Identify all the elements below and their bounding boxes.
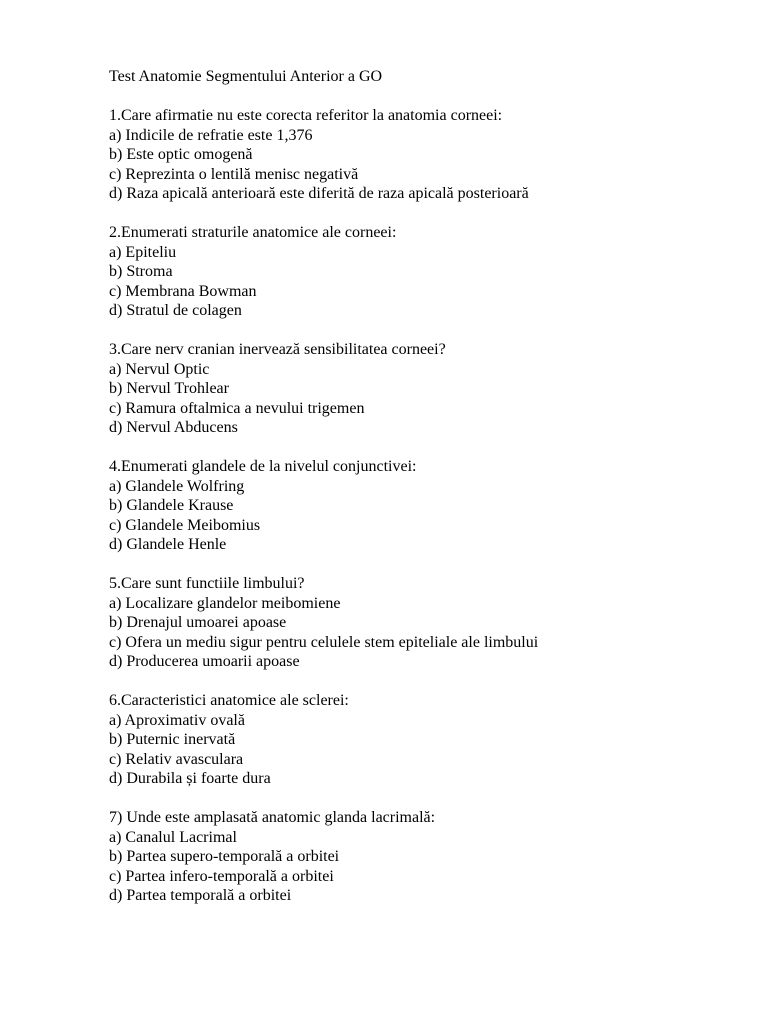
option-c: c) Membrana Bowman bbox=[109, 282, 257, 300]
question-text: 2.Enumerati straturile anatomice ale corneei: bbox=[109, 224, 397, 241]
document-title: Test Anatomie Segmentului Anterior a GO bbox=[109, 68, 383, 85]
question-6 bbox=[109, 691, 749, 789]
option-a: a) Indicile de refratie este 1,376 bbox=[109, 126, 313, 144]
option-c: c) Glandele Meibomius bbox=[109, 516, 261, 534]
question-text: 6.Caracteristici anatomice ale sclerei: bbox=[109, 692, 349, 709]
option-b: b) Partea supero-temporală a orbitei bbox=[109, 848, 340, 865]
question-text: 4.Enumerati glandele de la nivelul conjunctivei: bbox=[109, 458, 417, 475]
question-1 bbox=[109, 106, 749, 204]
option-d: d) Glandele Henle bbox=[109, 536, 227, 553]
question-3 bbox=[109, 340, 749, 438]
option-d: d) Nervul Abducens bbox=[109, 419, 238, 436]
question-5 bbox=[109, 574, 749, 672]
question-text: 5.Care sunt functiile limbului? bbox=[109, 575, 305, 592]
question-text: 1.Care afirmatie nu este corecta referitor la anatomia corneei: bbox=[109, 107, 503, 124]
option-b: b) Glandele Krause bbox=[109, 497, 234, 514]
option-c: c) Reprezinta o lentilă menisc negativă bbox=[109, 165, 359, 183]
option-b: b) Nervul Trohlear bbox=[109, 380, 229, 397]
option-a: a) Canalul Lacrimal bbox=[109, 828, 237, 846]
option-c: c) Relativ avasculara bbox=[109, 750, 244, 768]
question-text: 3.Care nerv cranian inervează sensibilitatea corneei? bbox=[109, 341, 446, 358]
option-d: d) Raza apicală anterioară este diferită de raza apicală posterioară bbox=[109, 185, 529, 202]
option-b: b) Drenajul umoarei apoase bbox=[109, 614, 287, 631]
option-c: c) Ofera un mediu sigur pentru celulele stem epiteliale ale limbului bbox=[109, 633, 539, 651]
question-text: 7) Unde este amplasată anatomic glanda lacrimală: bbox=[109, 809, 436, 826]
option-a: a) Epiteliu bbox=[109, 243, 177, 261]
option-b: b) Este optic omogenă bbox=[109, 146, 253, 163]
option-d: d) Producerea umoarii apoase bbox=[109, 653, 300, 670]
option-b: b) Puternic inervată bbox=[109, 731, 236, 748]
question-7 bbox=[109, 808, 749, 906]
option-a: a) Aproximativ ovală bbox=[109, 711, 245, 729]
option-d: d) Stratul de colagen bbox=[109, 302, 242, 319]
option-a: a) Localizare glandelor meibomiene bbox=[109, 594, 341, 612]
option-c: c) Ramura oftalmica a nevului trigemen bbox=[109, 399, 365, 417]
question-2 bbox=[109, 223, 749, 321]
option-a: a) Nervul Optic bbox=[109, 360, 210, 378]
question-4 bbox=[109, 457, 749, 555]
option-d: d) Durabila și foarte dura bbox=[109, 770, 271, 787]
option-b: b) Stroma bbox=[109, 263, 173, 280]
option-a: a) Glandele Wolfring bbox=[109, 477, 245, 495]
option-c: c) Partea infero-temporală a orbitei bbox=[109, 867, 334, 885]
document-page bbox=[109, 67, 749, 925]
option-d: d) Partea temporală a orbitei bbox=[109, 887, 292, 904]
